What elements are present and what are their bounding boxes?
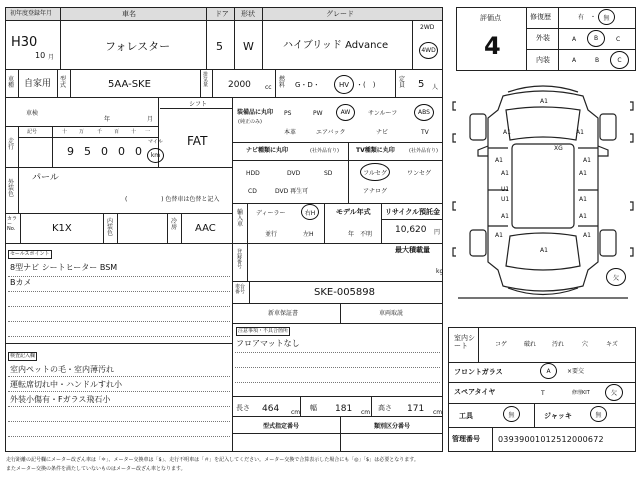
make-label: 車名 xyxy=(122,10,136,18)
repair-label: 修復歴 xyxy=(530,13,551,21)
seat-item-stain: 汚れ xyxy=(552,341,565,348)
tv-oneseg: ワンセグ xyxy=(407,170,432,177)
car-damage-diagram xyxy=(448,76,638,316)
import-dealer: ディーラー xyxy=(256,210,286,217)
mark-hood: A1 xyxy=(503,129,511,136)
control-no-value: 03939001012512000672 xyxy=(498,435,604,444)
model-year-value: 年 不明 xyxy=(348,231,373,238)
digit-header-4: 百 xyxy=(114,129,120,135)
mileage-digit-1: 9 xyxy=(67,145,74,158)
height-label: 高さ xyxy=(378,404,392,412)
exterior-color-label: 外装色 xyxy=(8,179,15,198)
seat-item-hole: 穴 xyxy=(582,341,589,348)
interior-grade-a: A xyxy=(572,57,577,64)
front-glass-a-circled: A xyxy=(540,363,557,379)
control-no-label: 管理番号 xyxy=(452,435,480,443)
mileage-label: 走行 xyxy=(8,138,15,151)
recycle-yen: 円 xyxy=(434,229,441,236)
equip-airbag: エアバック xyxy=(316,129,346,136)
width-value: 181 xyxy=(335,404,353,414)
sales-point-title: セールスポイント xyxy=(10,251,50,257)
length-label: 長さ xyxy=(236,404,250,412)
nav-title: ナビ種類に丸印 xyxy=(246,147,289,154)
unit-km-circled: km xyxy=(147,148,164,163)
model-value: 5AA-SKE xyxy=(108,79,151,90)
notes-title: 注意事項・不具合箇所 xyxy=(238,328,289,334)
use-value: 自家用 xyxy=(24,79,52,89)
mark-left-door-a: A1 xyxy=(501,170,509,177)
mileage-digit-3: 0 xyxy=(101,145,108,158)
jack-label: ジャッキ xyxy=(544,412,572,420)
shape-value: W xyxy=(243,40,254,53)
import-parallel: 並行 xyxy=(265,231,278,238)
equipment-subtitle: (純正のみ) xyxy=(238,119,262,125)
digit-header-1: 十 xyxy=(62,129,68,135)
footer-line-1: 走行距離の記号欄にメーター改ざん車は「＊」、メーター交換車は「$」、走行不明車は「＃」を記入してください。メーター交換で合算表示した場合にも「◎」「$」は必要となります。 xyxy=(6,457,419,463)
seat-item-burn: コゲ xyxy=(495,341,508,348)
max-load-label: 最大積載量 xyxy=(395,246,430,254)
inspector-line-3: 外装小傷有・Fガラス飛石小 xyxy=(10,395,111,404)
inspection-year-unit: 年 xyxy=(104,116,111,123)
nav-sd: SD xyxy=(324,170,333,177)
notes-text: フロアマットなし xyxy=(236,339,300,348)
fuel-options: G・D・ xyxy=(295,81,320,89)
tv-analog: アナログ xyxy=(363,188,388,195)
height-value: 171 xyxy=(407,404,425,414)
interior-grade-b: B xyxy=(595,57,600,64)
mark-right-door-b: A1 xyxy=(579,196,587,203)
color-no-value: K1X xyxy=(52,223,72,234)
front-glass-label: フロントガラス xyxy=(454,368,503,376)
nav-dvd-playback: DVD 再生可 xyxy=(275,188,309,195)
drive-2wd: 2WD xyxy=(420,24,435,31)
mark-front-left-fender: A1 xyxy=(495,157,503,164)
capacity-label: 定員 xyxy=(399,76,406,89)
equip-nav: ナビ xyxy=(376,129,389,136)
month-unit: 月 xyxy=(48,54,55,61)
grade-value: ハイブリッド Advance xyxy=(283,40,389,51)
digit-header-6: 一 xyxy=(145,129,151,135)
interior-color-label: 内装色 xyxy=(107,218,114,237)
make-value: フォレスター xyxy=(105,40,171,53)
chassis-value: SKE-005898 xyxy=(314,287,376,298)
score-label: 評価点 xyxy=(480,14,501,22)
repair-no-circled: 無 xyxy=(598,9,615,25)
equip-tv: TV xyxy=(421,129,429,136)
height-unit: cm xyxy=(433,409,443,416)
equip-abs-circled: ABS xyxy=(414,104,434,121)
nav-cd: CD xyxy=(248,188,257,195)
mileage-digit-5: 0 xyxy=(135,145,142,158)
mark-right-door-a: A1 xyxy=(579,170,587,177)
unit-mile: マイル xyxy=(148,139,163,145)
new-warranty-label: 新車保証書 xyxy=(268,310,299,317)
mark-rear-left-fender: A1 xyxy=(495,232,503,239)
color-note: ( ) 色替車は色替と記入 xyxy=(125,196,220,203)
length-unit: cm xyxy=(291,409,301,416)
exterior-label: 外装 xyxy=(536,34,550,42)
tools-label: 工具 xyxy=(459,412,473,420)
color-no-label: カラーNo. xyxy=(7,216,18,232)
mark-rear-right: A1 xyxy=(579,213,587,220)
import-left-hand: 左H xyxy=(303,231,314,238)
import-label: 輸入車 xyxy=(237,209,244,228)
mileage-digit-2: 5 xyxy=(84,145,91,158)
capacity-unit: 人 xyxy=(432,84,439,91)
digit-header-0: 記号 xyxy=(27,129,38,135)
exterior-grade-c: C xyxy=(616,36,621,43)
doors-value: 5 xyxy=(216,40,223,53)
front-glass-replace: ×要交 xyxy=(567,368,585,375)
equip-sunroof: サンルーフ xyxy=(368,110,398,117)
digit-header-5: 十 xyxy=(131,129,137,135)
nav-dvd: DVD xyxy=(287,170,301,177)
use-label: 車種 xyxy=(8,76,15,89)
shape-label: 形状 xyxy=(241,10,255,18)
mark-front-bumper: A1 xyxy=(540,98,548,105)
seat-label: 室内シート xyxy=(454,334,475,351)
width-label: 幅 xyxy=(310,404,317,412)
spare-opt-t: T xyxy=(541,390,545,397)
fuel-other: ・( ) xyxy=(356,81,376,89)
width-unit: cm xyxy=(361,409,371,416)
reg-no-label: 登録番号 xyxy=(237,249,243,270)
equipment-title: 装備品に丸印 xyxy=(237,109,274,116)
spare-opt-kit: 修理KIT xyxy=(572,390,590,396)
footer-line-2: またメーター交換の条件を満たしていないものはメーター改ざん車となります。 xyxy=(6,466,186,472)
model-label: 型式 xyxy=(60,76,67,89)
sales-line-2: Bカメ xyxy=(10,278,32,287)
tv-subtitle: (社外品有り) xyxy=(409,148,438,154)
tools-none-circled: 無 xyxy=(503,406,520,422)
capacity-value: 5 xyxy=(418,79,425,90)
seat-item-scratch: キズ xyxy=(606,341,618,348)
sales-line-1: 8型ナビ シートヒーター BSM xyxy=(10,263,118,272)
mark-front-right: A1 xyxy=(576,129,584,136)
tv-title: TV種類に丸印 xyxy=(356,147,395,154)
equip-leather: 本革 xyxy=(284,129,297,136)
mark-rear-right-fender: A1 xyxy=(583,232,591,239)
mileage-digit-4: 0 xyxy=(118,145,125,158)
mark-rear-circled: 欠 xyxy=(606,268,626,286)
tv-fullseg-circled: フルセグ xyxy=(360,163,390,181)
displacement-label: 排気量 xyxy=(203,72,209,88)
doors-label: ドア xyxy=(215,10,229,18)
shift-label: シフト xyxy=(189,101,208,108)
digit-header-3: 千 xyxy=(97,129,103,135)
first-reg-label: 初年度登録年月 xyxy=(10,10,53,17)
equip-aw-circled: AW xyxy=(336,104,355,121)
first-reg-month: 10 xyxy=(35,51,46,60)
score-value: 4 xyxy=(484,32,501,60)
equip-ps: PS xyxy=(284,110,292,117)
mark-left-door-u1a: U1 xyxy=(501,186,510,193)
inspection-label: 車検 xyxy=(26,110,39,117)
model-year-label: モデル年式 xyxy=(336,208,371,216)
mark-windshield: XG xyxy=(554,145,563,152)
recycle-amount: 10,620 xyxy=(395,225,427,235)
inspector-title: 検査記入欄 xyxy=(10,353,36,359)
exterior-grade-b-circled: B xyxy=(587,30,605,47)
interior-grade-c-circled: C xyxy=(610,51,629,69)
inspection-month-unit: 月 xyxy=(147,116,154,123)
max-load-unit: kg xyxy=(436,268,444,275)
jack-none-circled: 無 xyxy=(590,406,607,422)
inspector-line-2: 運転席切れ中・ハンドルすれ小 xyxy=(10,380,122,389)
mark-rear-left: A1 xyxy=(501,213,509,220)
chassis-label: 車台番号 xyxy=(235,284,246,295)
spare-missing-circled: 欠 xyxy=(605,384,623,401)
inspector-line-1: 室内ペットの毛・室内薄汚れ xyxy=(10,365,114,374)
fuel-label: 燃料 xyxy=(279,76,286,89)
seat-item-tear: 破れ xyxy=(524,341,537,348)
category-label: 類別区分番号 xyxy=(374,423,411,430)
spare-tire-label: スペアタイヤ xyxy=(454,388,496,396)
exterior-grade-a: A xyxy=(572,36,577,43)
shift-value: FAT xyxy=(187,134,208,148)
mark-left-door-u1b: U1 xyxy=(501,196,510,203)
displacement-value: 2000 xyxy=(228,80,251,90)
cc-unit: cc xyxy=(265,84,272,91)
grade-label: グレード xyxy=(326,10,354,18)
mark-trunk: A1 xyxy=(540,247,548,254)
aircon-value: AAC xyxy=(195,223,216,234)
recycle-label: リサイクル預託金 xyxy=(385,208,441,216)
nav-subtitle: (社外品有り) xyxy=(310,148,339,154)
interior-label: 内装 xyxy=(536,56,550,64)
digit-header-2: 万 xyxy=(79,129,85,135)
repair-dot: ・ xyxy=(590,14,597,21)
manual-label: 車両取説 xyxy=(379,310,404,317)
length-value: 464 xyxy=(262,404,280,414)
exterior-color-value: パール xyxy=(32,173,59,183)
first-reg-year: H30 xyxy=(11,35,38,50)
nav-hdd: HDD xyxy=(246,170,260,177)
repair-yes: 有 xyxy=(578,14,585,21)
equip-pw: PW xyxy=(313,110,323,117)
mark-front-right-fender: A1 xyxy=(583,157,591,164)
import-right-hand-circled: 右H xyxy=(301,204,319,220)
type-designation-label: 型式指定番号 xyxy=(263,423,300,430)
aircon-label: 冷房 xyxy=(171,218,178,231)
fuel-hv-circled: HV xyxy=(334,75,354,94)
drive-4wd-circled: 4WD xyxy=(419,42,438,59)
